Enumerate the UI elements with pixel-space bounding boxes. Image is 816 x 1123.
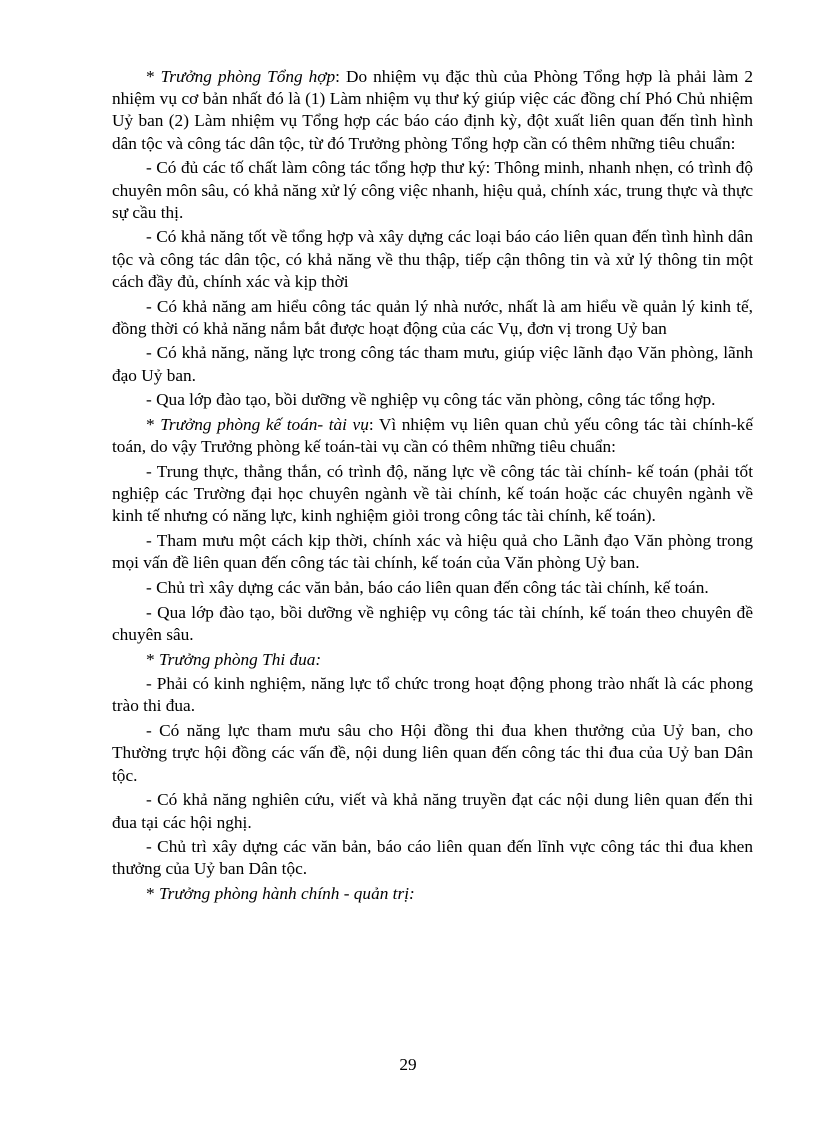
paragraph (112, 66, 753, 155)
paragraph-text: - Có năng lực tham mưu sâu cho Hội đồng thi đua khen thưởng của Uỷ ban, cho Thường trực hội đồng các vấn đề, nội dung liên quan đến công tác thi đua của Uỷ ban Dân tộc. (112, 721, 753, 785)
paragraph (112, 673, 753, 717)
paragraph-text: - Có khả năng am hiểu công tác quản lý nhà nước, nhất là am hiểu về quản lý kinh tế, đồng thời có khả năng nắm bắt được hoạt động của các Vụ, đơn vị trong Uỷ ban (112, 296, 753, 338)
paragraph (112, 720, 753, 787)
paragraph-text: - Phải có kinh nghiệm, năng lực tổ chức trong hoạt động phong trào nhất là các phong trào thi đua. (112, 674, 753, 716)
paragraph (112, 649, 753, 671)
paragraph (112, 157, 753, 224)
paragraph (112, 530, 753, 574)
paragraph (112, 226, 753, 293)
bullet-marker: * (146, 884, 159, 904)
paragraph-text: - Có khả năng nghiên cứu, viết và khả năng truyền đạt các nội dung liên quan đến thi đua tại các hội nghị. (112, 790, 753, 832)
paragraph (112, 296, 753, 340)
section-heading: Trưởng phòng kế toán- tài vụ (160, 415, 369, 435)
paragraph (112, 414, 753, 458)
paragraph-text: - Có khả năng, năng lực trong công tác tham mưu, giúp việc lãnh đạo Văn phòng, lãnh đạo Uỷ ban. (112, 343, 753, 385)
paragraph-text: - Chủ trì xây dựng các văn bản, báo cáo liên quan đến lĩnh vực công tác thi đua khen thưởng của Uỷ ban Dân tộc. (112, 837, 753, 879)
paragraph-text: - Qua lớp đào tạo, bồi dưỡng về nghiệp vụ công tác tài chính, kế toán theo chuyên đề chuyên sâu. (112, 602, 753, 644)
document-body (112, 66, 753, 905)
paragraph-text: - Qua lớp đào tạo, bồi dưỡng về nghiệp vụ công tác văn phòng, công tác tổng hợp. (146, 390, 716, 410)
paragraph-text: - Có đủ các tố chất làm công tác tổng hợp thư ký: Thông minh, nhanh nhẹn, có trình độ chuyên môn sâu, có khả năng xử lý công việc nhanh, hiệu quả, chính xác, trung thực và thực sự cầu thị. (112, 158, 753, 222)
paragraph-text: - Chủ trì xây dựng các văn bản, báo cáo liên quan đến công tác tài chính, kế toán. (146, 577, 709, 597)
paragraph (112, 389, 753, 411)
section-heading: Trưởng phòng Thi đua: (158, 649, 322, 669)
bullet-marker: * (146, 67, 161, 86)
paragraph (112, 577, 753, 599)
section-heading: Trưởng phòng hành chính - quản trị: (158, 884, 415, 904)
paragraph (112, 602, 753, 646)
paragraph-text: : Do nhiệm vụ đặc thù của Phòng Tổng hợp là phải làm 2 nhiệm vụ cơ bản nhất đó là (1) Làm nhiệm vụ thư ký giúp việc các đồng chí Phó Chủ nhiệm Uỷ ban (2) Làm nhiệm vụ Tổng hợp các báo cáo định kỳ, đột xuất liên quan đến tình hình dân tộc và công tác dân tộc, từ đó Trưởng phòng Tổng hợp cần có thêm những tiêu chuẩn: (112, 67, 754, 153)
paragraph-text: - Tham mưu một cách kịp thời, chính xác và hiệu quả cho Lãnh đạo Văn phòng trong mọi vấn đề liên quan đến công tác tài chính, kế toán của Văn phòng Uỷ ban. (112, 531, 753, 573)
paragraph (112, 836, 753, 880)
paragraph (112, 461, 753, 528)
paragraph-text: : Vì nhiệm vụ liên quan chủ yếu công tác tài chính-kế toán, do vậy Trưởng phòng kế toán-tài vụ cần có thêm những tiêu chuẩn: (112, 415, 753, 457)
paragraph-text: - Có khả năng tốt về tổng hợp và xây dựng các loại báo cáo liên quan đến tình hình dân tộc và công tác dân tộc, có khả năng về thu thập, tiếp cận thông tin và xử lý thông tin một cách đầy đủ, chính xác và kịp thời (112, 227, 753, 291)
paragraph (112, 883, 753, 905)
paragraph (112, 342, 753, 386)
section-heading: Trưởng phòng Tổng hợp (160, 67, 336, 86)
bullet-marker: * (146, 415, 161, 435)
paragraph (112, 789, 753, 833)
page-number: 29 (399, 1055, 417, 1074)
bullet-marker: * (146, 649, 159, 669)
paragraph-text: - Trung thực, thẳng thắn, có trình độ, năng lực về công tác tài chính- kế toán (phải tốt nghiệp các Trường đại học chuyên ngành về tài chính, kế toán hoặc các chuyên ngành về kinh tế nhưng có năng lực, kinh nghiệm giỏi trong công tác tài chính, kế toán). (112, 461, 753, 526)
